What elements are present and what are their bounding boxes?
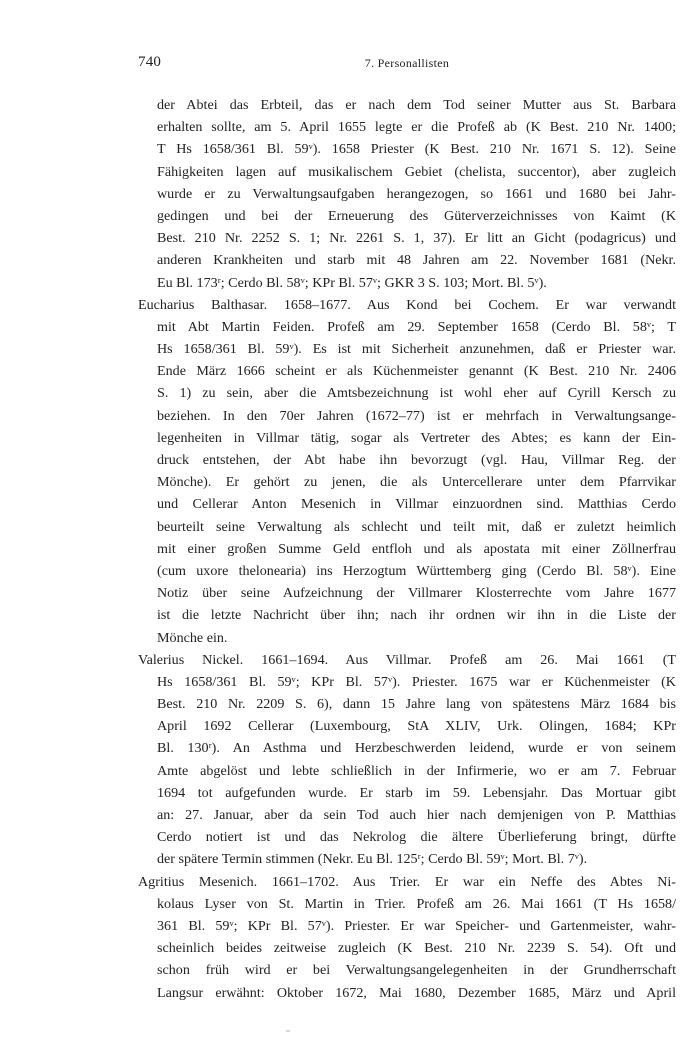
text-line: der spätere Termin stimmen (Nekr. Eu Bl. 125ʳ; Cerdo Bl. 59ᵛ; Mort. Bl. 7ᵛ).	[157, 851, 588, 868]
text-line: Amte abgelöst und lebte schließlich in der Infirmerie, wo er am 7. Februar	[157, 762, 676, 779]
text-line: T Hs 1658/361 Bl. 59ᵛ). 1658 Priester (K Best. 210 Nr. 1671 S. 12). Seine	[157, 141, 676, 158]
text-line: 361 Bl. 59ᵛ; KPr Bl. 57ᵛ). Priester. Er war Speicher- und Gartenmeister, wahr-	[157, 917, 676, 934]
text-line: Hs 1658/361 Bl. 59ᵛ). Es ist mit Sicherheit anzunehmen, daß er Priester war.	[157, 341, 676, 358]
text-line: Notiz über seine Aufzeichnung der Villmarer Klosterrechte vom Jahre 1677	[157, 585, 676, 602]
text-line: beziehen. In den 70er Jahren (1672–77) ist er mehrfach in Verwaltungsange-	[157, 407, 676, 424]
entry-first-line: Agritius Mesenich. 1661–1702. Aus Trier. Er war ein Neffe des Abtes Ni-	[138, 873, 676, 890]
text-line: ist die letzte Nachricht über ihn; nach ihr ordnen wir ihn in die Liste der	[157, 607, 676, 624]
text-line: Bl. 130ʳ). An Asthma und Herzbeschwerden leidend, wurde er von seinem	[157, 740, 676, 757]
text-line: Hs 1658/361 Bl. 59ᵛ; KPr Bl. 57ᵛ). Priester. 1675 war er Küchenmeister (K	[157, 673, 676, 690]
text-line: gedingen und bei der Erneuerung des Güterverzeichnisses von Kaimt (K	[157, 207, 676, 224]
text-line: Mönche). Er gehört zu jenen, die als Untercellerare unter dem Pfarrvikar	[157, 474, 676, 491]
scan-speck	[286, 1030, 290, 1032]
text-line: mit Abt Martin Feiden. Profeß am 29. September 1658 (Cerdo Bl. 58ᵛ; T	[157, 318, 676, 335]
text-line: (cum uxore thelonearia) ins Herzogtum Württemberg ging (Cerdo Bl. 58ᵛ). Eine	[157, 562, 676, 579]
entry-first-line: Valerius Nickel. 1661–1694. Aus Villmar. Profeß am 26. Mai 1661 (T	[138, 651, 676, 668]
body-text	[138, 94, 676, 1004]
text-line: druck entstehen, der Abt habe ihn bevorzugt (vgl. Hau, Villmar Reg. der	[157, 452, 676, 468]
entry-first-line: Eucharius Balthasar. 1658–1677. Aus Kond bei Cochem. Er war verwandt	[138, 296, 676, 313]
text-line: erhalten sollte, am 5. April 1655 legte er die Profeß ab (K Best. 210 Nr. 1400;	[157, 119, 676, 136]
text-line: beurteilt seine Verwaltung als schlecht und teilt mit, daß er zuletzt heimlich	[157, 518, 676, 535]
text-line: anderen Krankheiten und starb mit 48 Jahren am 22. November 1681 (Nekr.	[157, 252, 676, 269]
text-line: wurde er zu Verwaltungsaufgaben herangezogen, so 1661 und 1680 bei Jahr-	[157, 185, 676, 202]
text-line: Eu Bl. 173ʳ; Cerdo Bl. 58ᵛ; KPr Bl. 57ᵛ; GKR 3 S. 103; Mort. Bl. 5ᵛ).	[157, 274, 547, 291]
text-line: an: 27. Januar, aber da sein Tod auch hier nach demjenigen von P. Matthias	[157, 807, 676, 823]
text-line: schon früh wird er bei Verwaltungsangelegenheiten in der Grundherrschaft	[157, 962, 676, 979]
text-line: legenheiten in Villmar tätig, sogar als Vertreter des Abtes; es kann der Ein-	[157, 429, 676, 446]
text-line: S. 1) zu sein, aber die Amtsbezeichnung ist wohl eher auf Cyrill Kersch zu	[157, 385, 676, 402]
running-head: 7. Personallisten	[364, 56, 450, 70]
text-line: Mönche ein.	[157, 629, 228, 646]
text-line: Ende März 1666 scheint er als Küchenmeister genannt (K Best. 210 Nr. 2406	[157, 363, 676, 380]
text-line: mit einer großen Summe Geld entfloh und als apostata mit einer Zöllnerfrau	[157, 540, 676, 557]
text-line: April 1692 Cellerar (Luxembourg, StA XLIV, Urk. Olingen, 1684; KPr	[157, 718, 676, 735]
text-line: und Cellerar Anton Mesenich in Villmar einzuordnen sind. Matthias Cerdo	[157, 496, 676, 513]
text-line: scheinlich beides zeitweise zugleich (K Best. 210 Nr. 2239 S. 54). Oft und	[157, 940, 676, 957]
text-line: Langsur erwähnt: Oktober 1672, Mai 1680, Dezember 1685, März und April	[157, 984, 676, 1001]
text-line: kolaus Lyser von St. Martin in Trier. Profeß am 26. Mai 1661 (T Hs 1658/	[157, 895, 676, 912]
text-line: der Abtei das Erbteil, das er nach dem Tod seiner Mutter aus St. Barbara	[157, 97, 676, 113]
page-header	[138, 54, 676, 74]
text-line: Best. 210 Nr. 2252 S. 1; Nr. 2261 S. 1, 37). Er litt an Gicht (podagricus) und	[157, 230, 676, 247]
text-line: 1694 tot aufgefunden wurde. Er starb im 59. Lebensjahr. Das Mortuar gibt	[157, 784, 676, 801]
page-number: 740	[138, 54, 162, 70]
text-line: Cerdo notiert ist und das Nekrolog die ältere Überlieferung bringt, dürfte	[157, 829, 676, 846]
text-line: Best. 210 Nr. 2209 S. 6), dann 15 Jahre lang von spätestens März 1684 bis	[157, 696, 676, 713]
text-line: Fähigkeiten lagen auf musikalischem Gebiet (chelista, succentor), aber zugleich	[157, 163, 676, 180]
